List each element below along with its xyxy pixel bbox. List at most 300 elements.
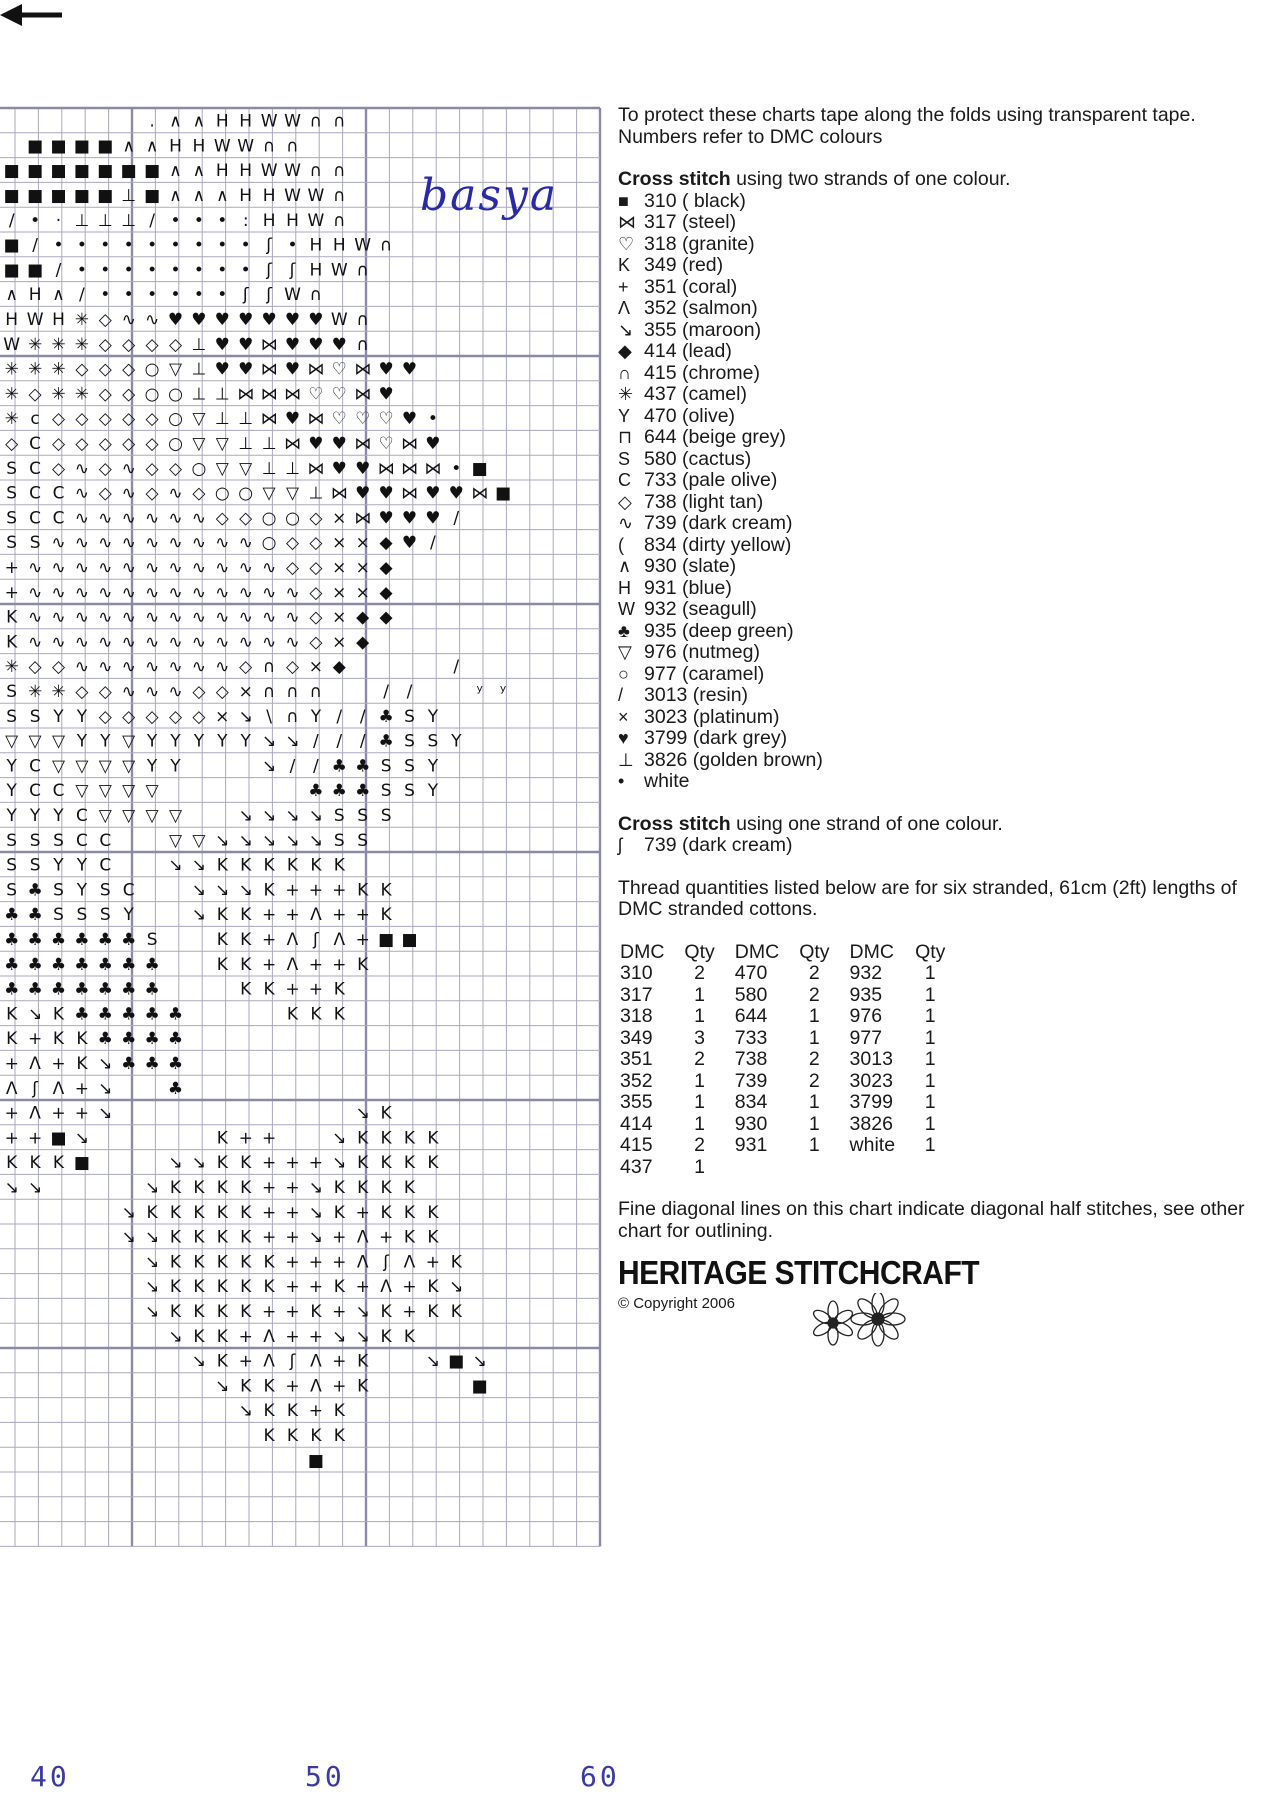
designer-signature: basya (420, 170, 559, 221)
stitch-symbol: ♣ (144, 1054, 160, 1074)
stitch-symbol-icon: ⋈ (618, 212, 636, 232)
stitch-symbol: ■ (27, 136, 44, 157)
stitch-symbol: ◇ (239, 657, 253, 678)
stitch-symbol: ↘ (215, 1376, 230, 1397)
heading-bold: Cross stitch (618, 168, 731, 190)
stitch-symbol: ■ (3, 235, 20, 256)
stitch-symbol: K (380, 1153, 392, 1174)
dmc-number: 3013 (849, 1048, 893, 1070)
stitch-symbol: ↘ (98, 1078, 113, 1099)
thread-qty: 1 (924, 1026, 936, 1049)
thread-qty: 1 (808, 1005, 820, 1027)
stitch-symbol: / (336, 706, 343, 727)
stitch-symbol: ∩ (262, 136, 276, 157)
stitch-symbol: K (450, 1302, 462, 1322)
stitch-symbol: K (240, 1376, 252, 1397)
stitch-symbol: • (193, 285, 204, 306)
thread-qty: 1 (924, 962, 936, 984)
stitch-symbol: ∿ (238, 558, 253, 578)
stitch-symbol: K (169, 1202, 182, 1223)
stitch-symbol: ⋈ (260, 334, 278, 355)
stitch-symbol-icon: H (618, 577, 631, 598)
stitch-symbol: ∩ (262, 657, 276, 678)
stitch-symbol: S (333, 806, 345, 826)
key-label: 930 (slate) (644, 555, 737, 577)
stitch-symbol: ∧ (192, 111, 206, 132)
stitch-symbol: • (147, 260, 158, 281)
stitch-symbol: ∿ (121, 582, 136, 603)
stitch-symbol: ∿ (74, 558, 90, 578)
stitch-symbol: ○ (191, 458, 207, 479)
stitch-symbol: K (380, 1302, 392, 1322)
stitch-symbol: W (284, 186, 301, 206)
stitch-symbol: • (170, 210, 181, 231)
stitch-symbol: Y (146, 731, 158, 752)
stitch-symbol: K (240, 930, 252, 950)
stitch-symbol: ∩ (333, 210, 346, 231)
stitch-symbol: Y (451, 731, 462, 752)
stitch-symbol: ♣ (378, 731, 394, 752)
stitch-symbol: + (51, 1103, 66, 1124)
stitch-symbol: ♥ (378, 359, 394, 380)
stitch-symbol: C (99, 855, 112, 876)
stitch-symbol: K (357, 1351, 369, 1372)
stitch-symbol: ■ (448, 1351, 465, 1372)
key-item (618, 470, 1258, 492)
stitch-symbol: S (6, 880, 18, 901)
stitch-symbol: ◇ (215, 682, 229, 702)
stitch-symbol: • (170, 260, 181, 281)
stitch-symbol: ◇ (309, 582, 323, 603)
stitch-symbol: ♥ (448, 483, 464, 504)
stitch-symbol: ♥ (355, 483, 371, 504)
stitch-symbol: × (355, 533, 370, 554)
stitch-symbol: ♡ (331, 409, 347, 430)
stitch-symbol: K (6, 632, 18, 653)
stitch-symbol: ○ (168, 384, 183, 405)
stitch-symbol: ◇ (309, 508, 323, 529)
dmc-number: 414 (620, 1112, 653, 1135)
stitch-symbol-icon: ↘ (618, 319, 634, 340)
stitch-symbol: ◇ (309, 607, 323, 628)
stitch-symbol: + (308, 1401, 324, 1422)
stitch-symbol: S (6, 483, 18, 504)
stitch-symbol: ✳ (51, 682, 66, 702)
stitch-symbol: Y (240, 731, 251, 752)
stitch-symbol: • (217, 260, 228, 281)
stitch-symbol: ▽ (122, 781, 136, 802)
stitch-symbol: K (357, 1376, 369, 1397)
key-item (618, 556, 1258, 578)
stitch-symbol: ◇ (122, 359, 136, 380)
stitch-symbol: ■ (73, 161, 90, 182)
stitch-symbol: ▽ (75, 781, 89, 802)
stitch-symbol: S (76, 905, 88, 926)
stitch-symbol: Λ (52, 1078, 65, 1099)
stitch-symbol: K (216, 954, 228, 975)
color-key-two-strands (618, 191, 1258, 793)
stitch-symbol: ∿ (168, 558, 183, 578)
key-item (618, 212, 1258, 234)
stitch-symbol: K (333, 1426, 345, 1446)
stitch-symbol: ♣ (121, 930, 137, 950)
stitch-symbol: ♥ (261, 310, 277, 330)
stitch-symbol: ↘ (191, 855, 207, 876)
stitch-symbol: K (380, 905, 392, 926)
dmc-number: 834 (734, 1091, 768, 1113)
stitch-symbol: + (74, 1078, 90, 1099)
stitch-symbol: H (286, 210, 299, 231)
stitch-symbol: ∿ (285, 582, 300, 603)
qty-row (618, 1157, 963, 1179)
stitch-symbol: ↘ (168, 1153, 183, 1174)
stitch-symbol: ʃ (242, 285, 249, 306)
stitch-symbol: ⋈ (237, 384, 255, 405)
stitch-symbol: ↘ (144, 1178, 160, 1198)
stitch-symbol: K (6, 1153, 18, 1174)
stitch-symbol: + (27, 1029, 43, 1050)
stitch-symbol-icon: Λ (618, 298, 631, 318)
stitch-symbol-icon: ✳ (618, 384, 634, 404)
stitch-symbol-icon: ⊥ (618, 749, 634, 770)
stitch-symbol: ■ (401, 930, 418, 950)
stitch-symbol: H (52, 310, 65, 330)
stitch-symbol: ↘ (98, 1054, 113, 1074)
stitch-symbol: ♥ (425, 434, 441, 454)
stitch-symbol: ▽ (215, 458, 229, 479)
stitch-symbol: . (149, 111, 155, 132)
stitch-symbol: ◇ (51, 458, 66, 479)
stitch-symbol: K (216, 905, 228, 926)
stitch-symbol: K (286, 855, 299, 876)
stitch-symbol: ♥ (214, 334, 230, 355)
stitch-symbol: K (216, 1302, 228, 1322)
stitch-symbol: S (6, 458, 18, 479)
stitch-symbol: ↘ (191, 880, 207, 901)
stitch-symbol: ⋈ (330, 483, 348, 504)
stitch-symbol: ▽ (168, 806, 183, 826)
key-label: 349 (red) (644, 254, 724, 276)
qty-row (618, 963, 963, 985)
stitch-symbol: + (51, 1054, 66, 1074)
stitch-symbol: ▽ (122, 731, 136, 752)
stitch-symbol: ◆ (379, 533, 393, 554)
stitch-symbol: Y (193, 731, 205, 752)
stitch-symbol: ◇ (215, 508, 229, 529)
stitch-symbol: K (240, 855, 252, 876)
stitch-symbol: + (332, 954, 347, 975)
stitch-symbol: + (332, 1227, 347, 1248)
stitch-symbol: ▽ (168, 830, 183, 851)
stitch-symbol: ✳ (74, 310, 90, 330)
stitch-symbol: ∧ (122, 136, 135, 157)
stitch-symbol: ⊥ (191, 359, 207, 380)
stitch-symbol: / (32, 235, 38, 256)
qty-column-header: Qty (799, 940, 830, 963)
stitch-symbol: H (239, 111, 253, 132)
key-label: 317 (steel) (644, 211, 737, 233)
stitch-symbol: ♣ (121, 1004, 137, 1025)
stitch-symbol: ↘ (355, 1326, 370, 1347)
intro-text: To protect these charts tape along the folds using transparent tape. Numbers refer to DMC colours (618, 104, 1196, 148)
stitch-symbol: Λ (380, 1277, 392, 1298)
stitch-symbol: ○ (144, 384, 160, 405)
dmc-number: 977 (849, 1026, 883, 1049)
stitch-symbol: ■ (50, 136, 67, 157)
stitch-symbol: ◇ (285, 657, 300, 678)
stitch-symbol: + (308, 1153, 324, 1174)
stitch-symbol: ↘ (27, 1004, 43, 1025)
stitch-symbol: W (260, 111, 278, 132)
key-item (618, 191, 1258, 213)
stitch-symbol: S (53, 830, 64, 851)
dmc-number (848, 1157, 914, 1179)
stitch-symbol: H (169, 136, 182, 157)
qty-column-header: Qty (684, 940, 715, 963)
stitch-symbol-icon: + (618, 276, 629, 297)
stitch-symbol: K (6, 607, 18, 628)
key-panel (618, 105, 1258, 1314)
stitch-symbol: ⋈ (260, 359, 278, 380)
stitch-symbol: ∿ (168, 582, 183, 603)
dmc-number: 644 (734, 1005, 768, 1027)
stitch-symbol: Λ (286, 930, 299, 950)
stitch-symbol: ◇ (51, 657, 66, 678)
stitch-symbol: K (76, 1054, 88, 1074)
stitch-symbol: K (357, 880, 369, 901)
stitch-symbol: ○ (261, 533, 277, 554)
qty-row (618, 1135, 963, 1157)
stitch-symbol: Y (100, 731, 111, 752)
stitch-symbol: ♣ (331, 781, 347, 802)
stitch-symbol: ■ (27, 161, 44, 182)
stitch-symbol: ♣ (74, 979, 90, 1000)
stitch-symbol: Y (6, 781, 17, 802)
stitch-symbol: ⋈ (354, 384, 372, 405)
stitch-symbol: K (333, 1178, 345, 1198)
key-label: white (644, 770, 690, 792)
stitch-symbol: ⋈ (260, 409, 278, 430)
stitch-symbol: + (261, 1302, 277, 1322)
stitch-symbol: Y (53, 855, 64, 876)
stitch-symbol: ↘ (144, 1302, 160, 1322)
stitch-symbol-icon: / (618, 685, 624, 705)
stitch-symbol: ♥ (425, 483, 441, 504)
stitch-symbol: ■ (73, 186, 90, 206)
dmc-number: 738 (734, 1048, 768, 1070)
stitch-symbol: ↘ (308, 806, 324, 826)
key-item (618, 750, 1258, 772)
stitch-symbol: K (403, 1178, 416, 1198)
stitch-symbol: W (284, 111, 301, 132)
stitch-symbol: + (4, 1054, 19, 1074)
stitch-symbol: K (240, 979, 252, 1000)
stitch-symbol: ■ (120, 161, 137, 182)
stitch-symbol: ◇ (168, 334, 183, 355)
key-label: 976 (nutmeg) (644, 641, 760, 663)
stitch-symbol: ʃ (266, 285, 272, 306)
stitch-symbol: K (216, 1351, 228, 1372)
stitch-symbol: K (427, 1128, 439, 1149)
stitch-symbol: ▽ (122, 806, 136, 826)
stitch-symbol: ◇ (98, 682, 112, 702)
stitch-symbol: ♣ (27, 930, 43, 950)
stitch-symbol: W (330, 310, 348, 330)
stitch-symbol: ▽ (5, 731, 19, 752)
stitch-symbol: ∩ (309, 285, 323, 306)
stitch-symbol: • (217, 285, 228, 306)
stitch-symbol: ∿ (144, 310, 160, 330)
thread-qty: 1 (694, 1155, 706, 1178)
stitch-symbol: ∿ (191, 558, 207, 578)
stitch-symbol: + (238, 1351, 253, 1372)
cross-stitch-one-heading (618, 814, 1258, 836)
stitch-symbol: K (450, 1252, 462, 1273)
stitch-symbol: ♣ (74, 930, 90, 950)
stitch-symbol-icon: ▽ (618, 642, 632, 662)
stitch-symbol: ∿ (27, 558, 43, 578)
stitch-symbol: ↘ (144, 1277, 160, 1298)
stitch-symbol: ʃ (289, 260, 296, 281)
stitch-symbol: ∩ (309, 161, 323, 182)
thread-qty: 1 (808, 1026, 820, 1049)
stitch-symbol: ∧ (216, 186, 229, 206)
stitch-symbol: K (286, 1004, 299, 1025)
stitch-symbol: ◆ (356, 632, 370, 653)
dmc-number: 733 (734, 1026, 768, 1049)
stitch-symbol: Y (310, 706, 322, 727)
stitch-symbol: K (333, 855, 345, 876)
stitch-symbol-icon: ◇ (618, 491, 632, 512)
stitch-symbol: + (4, 1103, 19, 1124)
stitch-symbol: ↘ (332, 1326, 347, 1347)
stitch-symbol: + (402, 1302, 417, 1322)
stitch-symbol: ▽ (215, 434, 229, 454)
key-item (618, 341, 1258, 363)
stitch-symbol: ↘ (261, 806, 277, 826)
thread-qty: 1 (924, 1091, 936, 1113)
stitch-symbol: K (263, 855, 275, 876)
stitch-symbol: ∿ (51, 582, 66, 603)
stitch-symbol: ♥ (331, 458, 347, 479)
stitch-symbol: ♣ (4, 954, 20, 975)
stitch-symbol: + (308, 979, 324, 1000)
dmc-number (733, 1157, 797, 1179)
thread-qty: 1 (694, 1112, 706, 1135)
stitch-symbol: ♥ (401, 508, 418, 529)
dmc-number: 352 (620, 1069, 653, 1092)
stitch-symbol: ♣ (50, 930, 67, 950)
stitch-symbol: ♣ (4, 979, 20, 1000)
stitch-symbol: ✳ (74, 384, 90, 405)
stitch-symbol: ∩ (286, 706, 299, 727)
stitch-symbol: \ (266, 706, 272, 727)
stitch-symbol: ■ (97, 186, 114, 206)
stitch-symbol: ∿ (215, 558, 230, 578)
stitch-symbol: ∧ (145, 136, 159, 157)
stitch-symbol: ↘ (355, 1103, 370, 1124)
stitch-symbol: + (332, 1252, 347, 1273)
key-item (618, 298, 1258, 320)
stitch-symbol: K (52, 1004, 65, 1025)
key-item (618, 492, 1258, 514)
stitch-symbol: ∿ (238, 533, 253, 554)
stitch-symbol: • (287, 235, 298, 256)
stitch-symbol: / (289, 756, 296, 777)
stitch-symbol: ♣ (167, 1054, 184, 1074)
stitch-symbol: ◇ (75, 434, 89, 454)
key-label: 834 (dirty yellow) (644, 533, 792, 556)
stitch-symbol: ♥ (401, 533, 418, 554)
stitch-symbol: ♣ (355, 756, 371, 777)
stitch-symbol: K (286, 1401, 299, 1422)
stitch-symbol: ∩ (286, 136, 299, 157)
stitch-symbol: + (261, 905, 277, 926)
stitch-symbol: K (403, 1227, 416, 1248)
stitch-symbol: ◇ (122, 384, 136, 405)
stitch-symbol: ⊥ (214, 384, 230, 405)
stitch-symbol: + (332, 1376, 347, 1397)
thread-quantity-note: Thread quantities listed below are for six stranded, 61cm (2ft) lengths of DMC stranded cottons. (618, 876, 1237, 920)
stitch-symbol: ∿ (215, 582, 230, 603)
stitch-symbol: ♡ (331, 359, 347, 380)
stitch-symbol: S (357, 806, 369, 826)
stitch-symbol: : (242, 210, 249, 231)
stitch-symbol: ʸ (476, 682, 483, 702)
heading-rest: using two strands of one colour. (730, 168, 1011, 190)
stitch-symbol-icon: ⊓ (618, 427, 633, 447)
stitch-symbol: Y (170, 756, 181, 777)
stitch-symbol: ∿ (98, 533, 113, 554)
stitch-symbol: ♣ (378, 706, 394, 727)
stitch-symbol: ♥ (214, 359, 230, 380)
key-item (618, 578, 1258, 600)
stitch-symbol: ∿ (27, 632, 43, 653)
stitch-symbol: K (169, 1277, 182, 1298)
stitch-symbol: C (75, 830, 88, 851)
stitch-symbol: K (263, 1252, 275, 1273)
stitch-symbol: • (100, 285, 111, 306)
stitch-symbol-icon: C (618, 470, 631, 490)
stitch-symbol: Λ (263, 1326, 275, 1347)
stitch-symbol: ∿ (144, 607, 160, 628)
qty-row (618, 1028, 963, 1050)
stitch-symbol: ◇ (145, 458, 159, 479)
stitch-symbol: ◆ (379, 558, 393, 578)
thread-qty: 1 (694, 1069, 706, 1092)
stitch-symbol: + (261, 954, 277, 975)
stitch-symbol: ∿ (74, 657, 90, 678)
stitch-symbol: K (380, 1128, 392, 1149)
stitch-symbol: K (216, 1202, 228, 1223)
dmc-number: 317 (620, 983, 653, 1006)
thread-qty: 1 (924, 983, 936, 1006)
stitch-symbol: H (215, 111, 229, 132)
stitch-symbol: ∿ (121, 310, 136, 330)
stitch-symbol: + (355, 905, 370, 926)
stitch-symbol: Y (427, 781, 439, 802)
stitch-symbol-icon: ♥ (618, 728, 629, 748)
stitch-symbol: / (453, 657, 460, 678)
key-label: 739 (dark cream) (644, 512, 793, 534)
stitch-symbol: S (6, 508, 18, 529)
key-label: 932 (seagull) (644, 598, 757, 620)
stitch-symbol: ◇ (75, 682, 89, 702)
key-label: 935 (deep green) (644, 619, 794, 642)
stitch-symbol: + (285, 1178, 300, 1198)
key-item (618, 621, 1258, 643)
thread-qty: 2 (808, 1069, 820, 1092)
